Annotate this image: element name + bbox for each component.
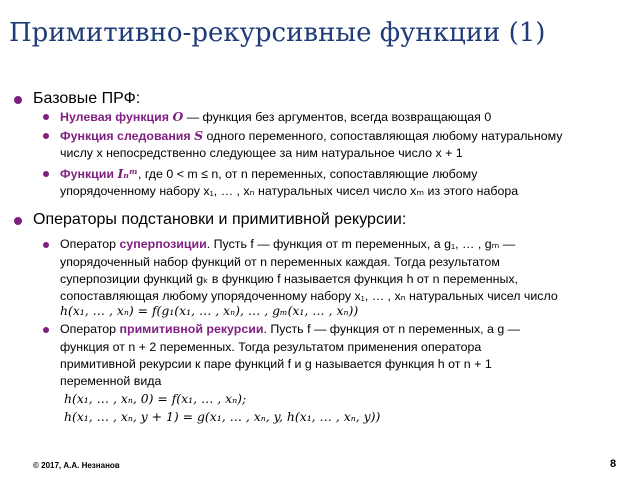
list-item [60,127,620,145]
list-item [60,165,620,183]
bullet-dot-icon [14,217,22,225]
bullet-dot-icon [43,114,49,120]
formula-line: h(x₁, … , xₙ) = f(g₁(x₁, … , xₙ), … , gₘ(x₁, … , xₙ)) [60,303,359,318]
bullet-dot-icon [43,327,49,333]
item-text-line: упорядоченный набор функций от n переменных каждая. Тогда результатом [60,255,500,269]
item-text: , где 0 < m ≤ n, от n переменных, сопоставляющие любому [137,167,478,181]
term-label: Функция следования [60,129,195,143]
item-text: — функция без аргументов, всегда возвращающая 0 [183,110,492,124]
page-number: 8 [610,458,617,470]
item-text-line: суперпозиции функций gₖ в функцию f называется функция h от n переменных, [60,272,518,286]
bullet-dot-icon [43,171,49,177]
bullet-dot-icon [43,242,49,248]
list-item [60,236,620,253]
formula-line: h(x₁, … , xₙ, y + 1) = g(x₁, … , xₙ, y, h(x₁, … , xₙ, y)) [64,409,381,424]
section-heading: Операторы подстановки и примитивной рекурсии: [33,211,407,228]
item-text: . Пусть f — функция от m переменных, а g₁, … , gₘ — [206,237,516,251]
footer-copyright: © 2017, А.А. Незнанов [33,461,120,470]
bullet-dot-icon [43,133,49,139]
item-prefix: Оператор [60,237,120,251]
item-text-line: числу x непосредственно следующее за ним натуральное число x + 1 [60,146,463,160]
item-text-line: переменной вида [60,374,162,388]
list-item [60,321,620,338]
term-label: примитивной рекурсии [119,322,264,336]
item-prefix: Оператор [60,322,120,336]
item-text-line: функция от n + 2 переменных. Тогда результатом применения оператора [60,340,482,354]
math-symbol: O [172,109,184,124]
bullet-dot-icon [14,96,22,104]
item-text: . Пусть f — функция от n переменных, а g — [263,322,521,336]
item-text-line: упорядоченному набору x₁, … , xₙ натуральных чисел число xₘ из этого набора [60,184,519,198]
formula-line: h(x₁, … , xₙ, 0) = f(x₁, … , xₙ); [64,391,247,406]
list-item [60,108,620,126]
slide-title: Примитивно-рекурсивные функции (1) [9,18,546,48]
math-symbol: Iₙᵐ [117,166,138,181]
math-symbol: S [194,128,204,143]
item-text: одного переменного, сопоставляющая любому натуральному [203,129,563,143]
term-label: суперпозиции [119,237,207,251]
section-heading: Базовые ПРФ: [33,90,141,107]
item-text-line: примитивной рекурсии к паре функций f и g называется функция h от n + 1 [60,357,492,371]
term-label: Нулевая функция [60,110,173,124]
term-label: Функции [60,167,118,181]
item-text-line: сопоставляющая любому упорядоченному набору x₁, … , xₙ натуральных чисел число [60,289,558,303]
